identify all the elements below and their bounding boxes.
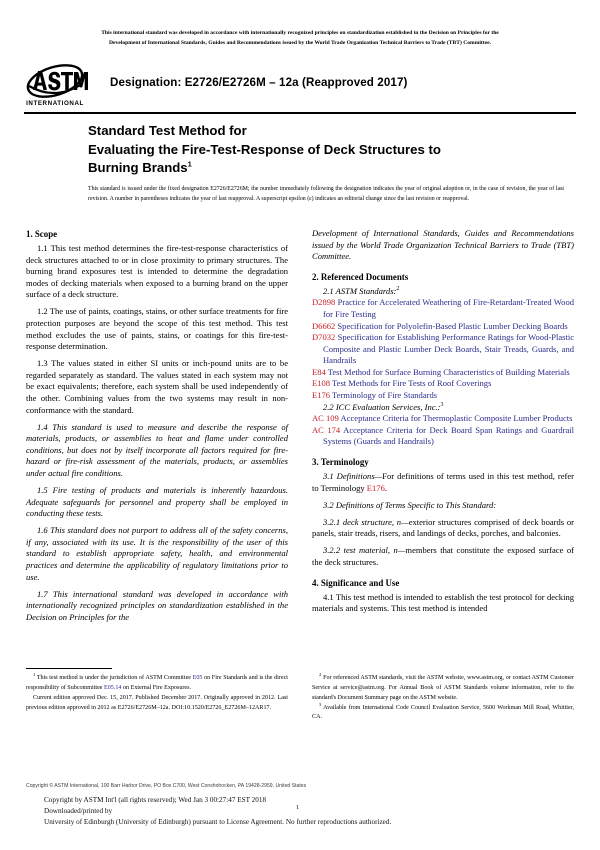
- footnote-edition-note: Current edition approved Dec. 15, 2017. Published December 2017. Originally approved in 2012. Last previous edition approved in 2012 as E2726/E2726M–12a. DOI:10.1520/E2726_E2726M–12AR17.: [26, 694, 288, 711]
- section-heading-terminology: 3. Terminology: [312, 456, 369, 467]
- tbt-banner-line-1: This international standard was developed in accordance with internationally recognized principles on standardization established in the Decision on Principles for the: [101, 30, 499, 36]
- title-line-1: Standard Test Method for: [88, 123, 247, 138]
- paragraph-3-1: [312, 471, 574, 494]
- left-column: [26, 228, 288, 623]
- reference-item[interactable]: [312, 367, 574, 379]
- subsection-2-1-footnote-marker: 2: [396, 285, 400, 292]
- reference-title: Test Method for Surface Burning Characteristics of Building Materials: [327, 366, 570, 377]
- reference-code[interactable]: D7032: [312, 332, 336, 343]
- reference-code[interactable]: AC 174: [312, 424, 341, 435]
- terminology-reference-link[interactable]: E176: [366, 482, 385, 493]
- footnotes-left: [26, 668, 288, 713]
- committee-link[interactable]: E05: [192, 675, 203, 681]
- paragraph-1-6: 1.6 This standard does not purport to address all of the safety concerns, if any, associated with its use. It is the responsibility of the user of this standard to establish appropriate safety, health, and environmental practices and determine the applicability of regulatory limitations prior to use.: [26, 525, 288, 582]
- reference-title: Acceptance Criteria for Thermoplastic Composite Lumber Products: [340, 413, 573, 424]
- footnote-2-marker: 2: [319, 671, 322, 677]
- download-line-3: University of Edinburgh (University of Edinburgh) pursuant to License Agreement. No further reproductions authorized.: [44, 818, 392, 827]
- page-number: 1: [296, 804, 300, 811]
- footnote-3: [312, 701, 574, 724]
- download-line-2: Downloaded/printed by: [44, 807, 113, 816]
- paragraph-1-5: 1.5 Fire testing of products and materials is inherently hazardous. Adequate safeguards for personnel and property shall be employed in conducting these tests.: [26, 485, 288, 519]
- paragraph-1-2: 1.2 The use of paints, coatings, stains, or other surface treatments for fire protection purposes are beyond the scope of this test method. This test method excludes the use of paints, stains, or coatings for this fire-test-response determination.: [26, 306, 288, 352]
- footnote-1: [26, 671, 288, 694]
- tbt-banner-line-2: Development of International Standards, Guides and Recommendations issued by the World Trade Organization Technical Barriers to Trade (TBT) Committee.: [108, 40, 492, 47]
- download-line-1: Copyright by ASTM Int'l (all rights reserved); Wed Jan 3 00:27:47 EST 2018: [44, 796, 267, 804]
- paragraph-3-2-1-term: 3.2.1 deck structure, n—: [323, 516, 409, 527]
- reference-code[interactable]: E84: [312, 366, 326, 377]
- reference-code[interactable]: D6662: [312, 320, 336, 331]
- reference-item[interactable]: [312, 413, 574, 425]
- reference-title: Terminology of Fire Standards: [332, 390, 438, 400]
- right-column: [312, 228, 574, 615]
- footnote-2-text: For referenced ASTM standards, visit the ASTM website, www.astm.org, or contact ASTM Customer Service at service@astm.org. For Annual Book of ASTM Standards volume information, refer to the standard's Document Summary page on the ASTM website.: [312, 675, 574, 701]
- paragraph-1-1: 1.1 This test method determines the fire-test-response characteristics of deck structures attached to or in close proximity to primary structures. The burning brand exposures test is intended to determine the degradation modes of decking materials when exposed to a burning brand on the upper surface of a deck structure.: [26, 243, 288, 300]
- standard-designation: Designation: E2726/E2726M – 12a (Reapproved 2017): [110, 76, 408, 89]
- footnote-divider-rule: [26, 668, 112, 669]
- subsection-2-2-footnote-marker: 3: [440, 401, 444, 408]
- reference-title: Practice for Accelerated Weathering of Fire-Retardant-Treated Wood for Fire Testing: [323, 297, 575, 319]
- section-heading-significance-and-use: 4. Significance and Use: [312, 577, 400, 588]
- paragraph-1-4: 1.4 This standard is used to measure and describe the response of materials, products, or assemblies to heat and flame under controlled conditions, but does not by itself incorporate all factors required for fire-hazard or fire-risk assessment of the materials, products, or assemblies under actual fire conditions.: [26, 421, 288, 478]
- footnote-1-text-part-2: on Fire Standards and is the direct responsibility of Subcommittee: [26, 675, 288, 691]
- reference-item[interactable]: [312, 332, 574, 367]
- tbt-banner: [30, 28, 570, 49]
- paragraph-3-2: 3.2 Definitions of Terms Specific to This Standard:: [323, 499, 497, 510]
- paragraph-3-2-2: [312, 545, 574, 568]
- footnotes-region: [26, 668, 574, 748]
- paragraph-1-7: 1.7 This international standard was developed in accordance with internationally recognized principles on standardization established in the Decision on Principles for the: [26, 588, 288, 622]
- copyright-notice: Copyright © ASTM International, 100 Barr Harbor Drive, PO Box C700, West Conshohocken, PA 19428-2959. United States: [26, 783, 307, 789]
- issue-statement: This standard is issued under the fixed designation E2726/E2726M; the number immediately following the designation indicates the year of original adoption or, in the case of revision, the year of last revision. A number in parentheses indicates the year of last reapproval. A superscript epsilon (ε) indicates an editorial change since the last revision or reapproval.: [88, 186, 564, 203]
- paragraph-1-3: 1.3 The values stated in either SI units or inch-pound units are to be regarded separately as standard. The values stated in each system may not be exact equivalents; therefore, each system shall be used independently of the other. Combining values from the two systems may result in non-conformance with the standard.: [26, 358, 288, 415]
- footnote-divider-rule-right: [312, 668, 398, 669]
- title-line-2: Evaluating the Fire-Test-Response of Deck Structures to: [88, 141, 441, 157]
- reference-item[interactable]: [312, 321, 574, 333]
- title-footnote-marker: 1: [187, 160, 192, 170]
- reference-title: Acceptance Criteria for Deck Board Span Ratings and Guardrail Systems (Guards and Handrails): [323, 424, 574, 447]
- reference-title: Test Methods for Fire Tests of Roof Coverings: [332, 378, 492, 389]
- footnotes-right: [312, 668, 574, 723]
- reference-title: Specification for Establishing Performance Ratings for Wood-Plastic Composite and Plastic Lumber Deck Boards, Stair Treads, Guards, and Handrails: [323, 332, 574, 366]
- reference-item[interactable]: [312, 297, 574, 320]
- download-watermark: [44, 795, 574, 828]
- paragraph-1-7-continuation: Development of International Standards, Guides and Recommendations issued by the World Trade Organization Technical Barriers to Trade (TBT) Committee.: [312, 228, 574, 262]
- paragraph-3-1-lead: 3.1 Definitions—: [323, 470, 383, 481]
- paragraph-4-1: 4.1 This test method is intended to establish the test protocol for decking materials and systems. This test method is intended: [312, 591, 574, 614]
- reference-item[interactable]: [312, 378, 574, 390]
- reference-item[interactable]: [312, 390, 574, 402]
- subsection-2-2-label: [312, 402, 574, 414]
- reference-code[interactable]: E108: [312, 378, 331, 389]
- svg-text:INTERNATIONAL: INTERNATIONAL: [26, 100, 84, 107]
- reference-code[interactable]: AC 109: [312, 413, 339, 424]
- paragraph-3-2-1: [312, 517, 574, 540]
- paragraph-3-2-1-body: exterior structures comprised of deck boards or panels, stair treads, risers, and landings of decks, porches, and balconies.: [312, 516, 574, 539]
- title-line-3: [88, 159, 560, 178]
- footnote-2: [312, 671, 574, 704]
- body-columns: [26, 228, 574, 668]
- reference-title: Specification for Polyolefin-Based Plastic Lumber Decking Boards: [337, 320, 568, 331]
- section-heading-referenced-documents: 2. Referenced Documents: [312, 271, 409, 282]
- reference-code[interactable]: E176: [312, 390, 331, 400]
- title-line-3-text: Burning Brands: [88, 160, 188, 176]
- subsection-2-1-label: [312, 286, 574, 298]
- paragraph-3-1-body: For definitions of terms used in this test method, refer to Terminology: [312, 470, 575, 493]
- subcommittee-link[interactable]: E05.14: [104, 684, 122, 691]
- page-title: [88, 122, 560, 178]
- subsection-2-1-text: 2.1 ASTM Standards:: [323, 285, 397, 296]
- footnote-3-marker: 3: [319, 701, 322, 707]
- footnote-1-marker: 1: [33, 671, 36, 677]
- paragraph-3-2-2-body: members that constitute the exposed surface of the deck structures.: [312, 545, 574, 567]
- masthead: [24, 64, 576, 112]
- header-divider-rule: [24, 112, 576, 114]
- paragraph-3-2-2-term: 3.2.2 test material, n—: [323, 545, 406, 556]
- astm-logo-icon: [24, 64, 92, 108]
- footnote-3-text: Available from International Code Council Evaluation Service, 5600 Workman Mill Road, Whittier, CA.: [312, 704, 574, 721]
- footnote-1-text-part-1: This test method is under the jurisdiction of ASTM Committee: [36, 675, 193, 681]
- paragraph-3-1-tail: .: [384, 482, 387, 493]
- section-heading-scope: 1. Scope: [26, 229, 58, 239]
- reference-item[interactable]: [312, 425, 574, 448]
- footnote-1-text-part-3: on External Fire Exposures.: [121, 684, 192, 691]
- subsection-2-2-text: 2.2 ICC Evaluation Services, Inc.:: [323, 401, 441, 412]
- reference-code[interactable]: D2898: [312, 297, 336, 308]
